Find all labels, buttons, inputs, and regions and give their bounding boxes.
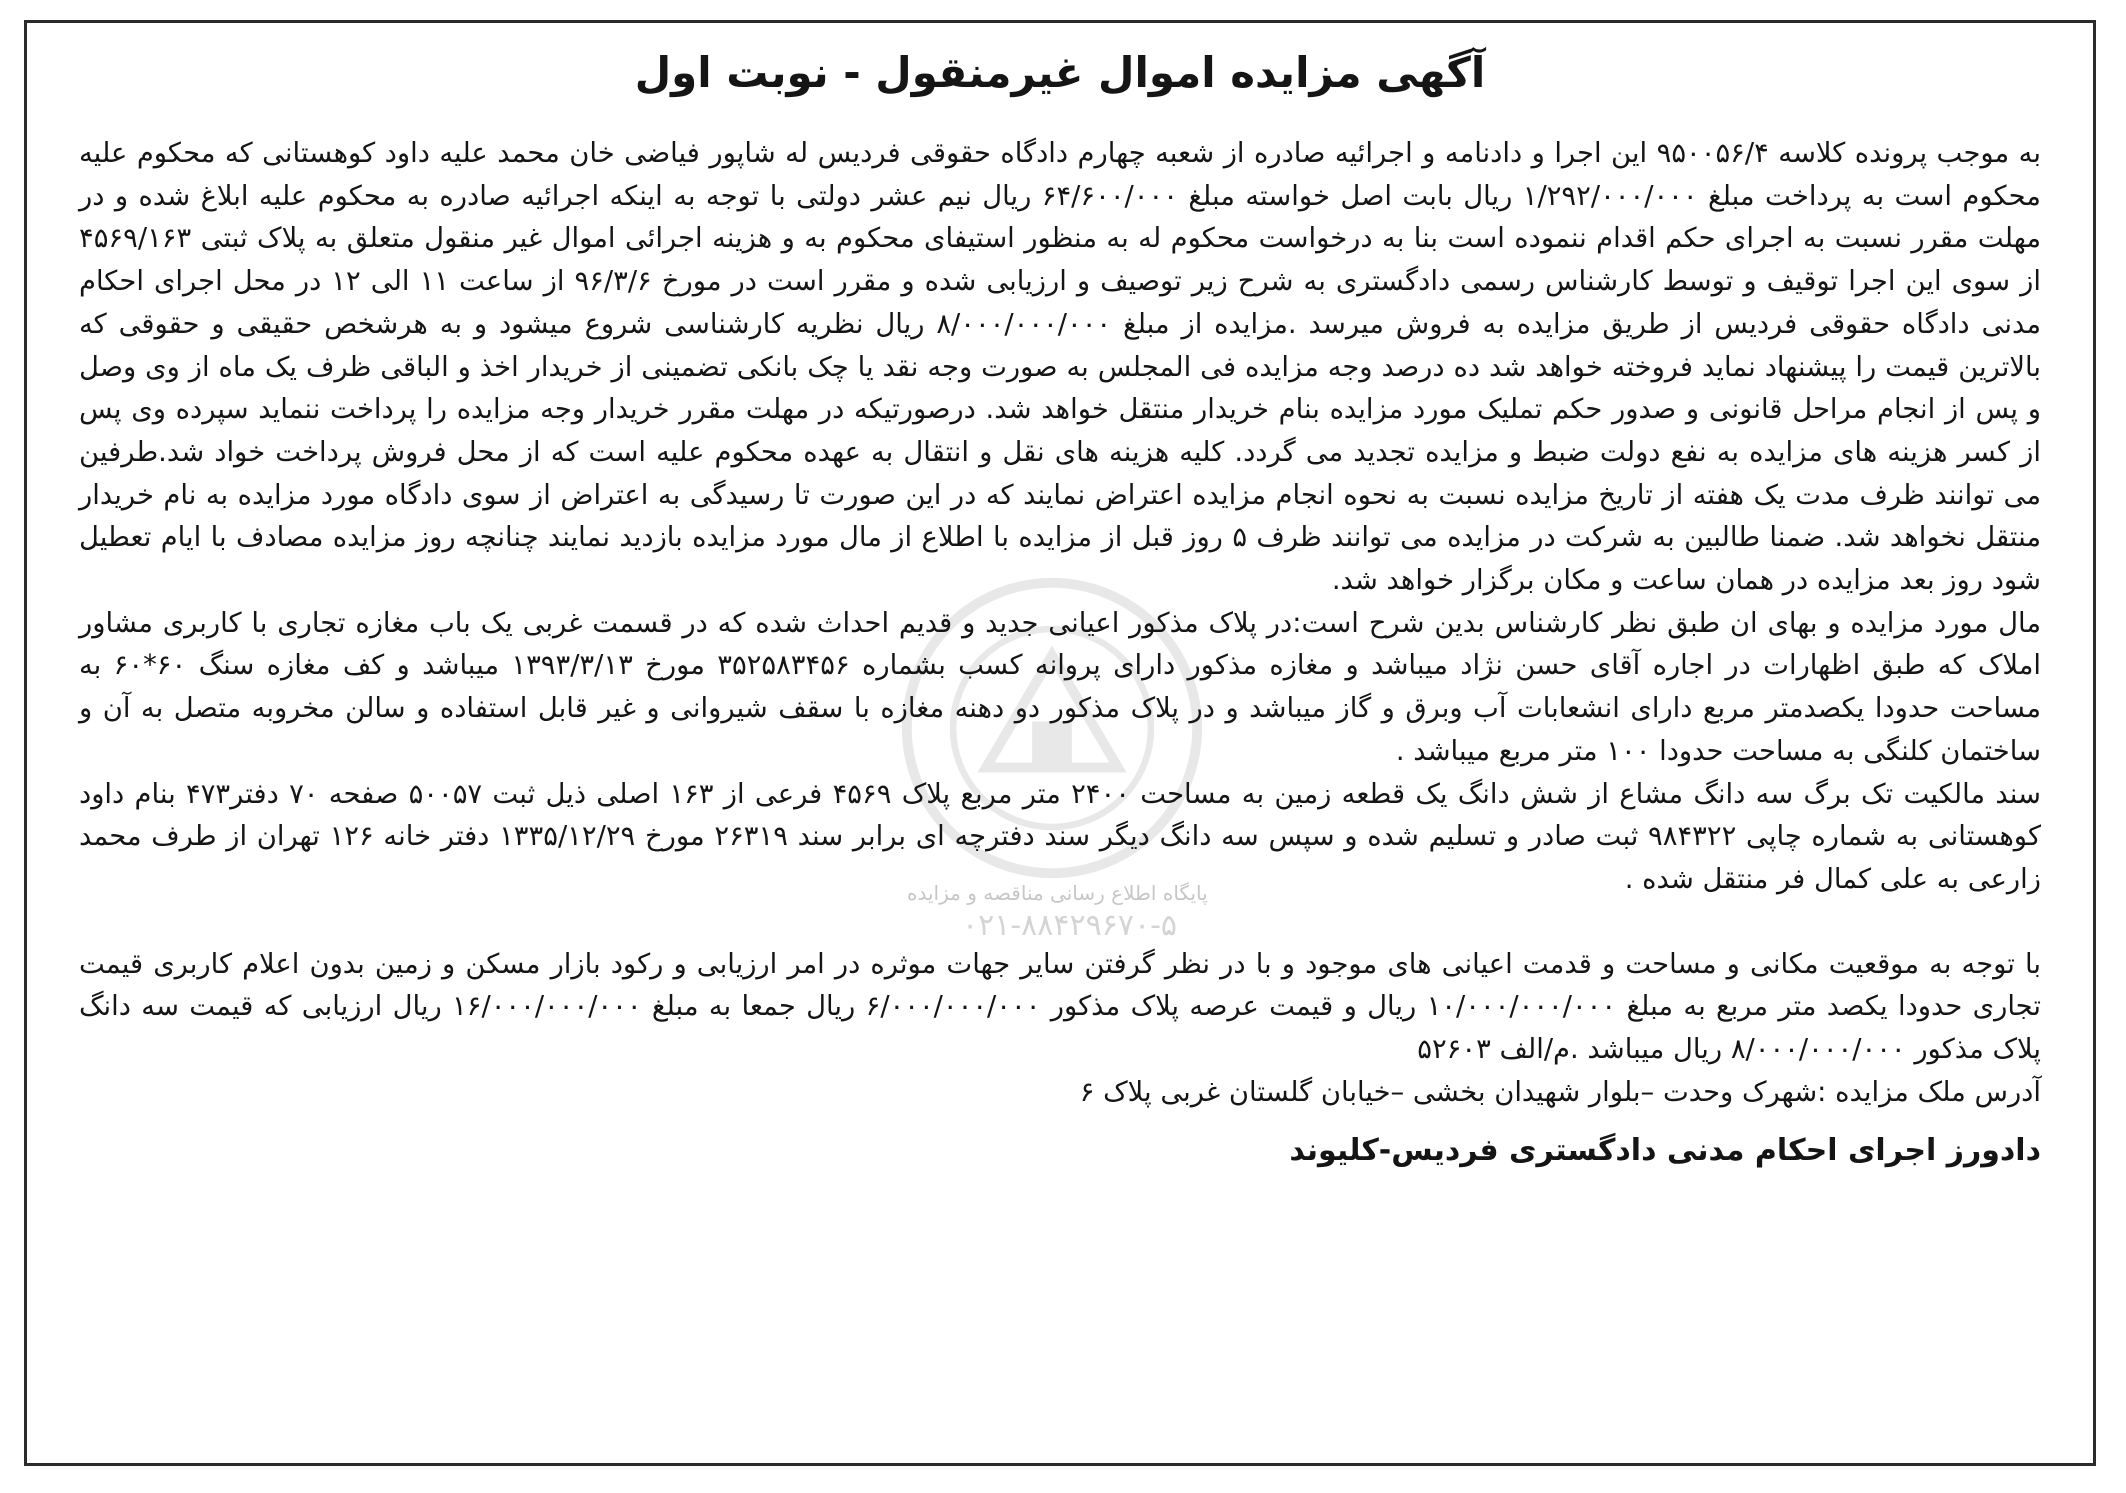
watermark-phone: ۰۲۱-۸۸۴۲۹۶۷۰-۵ xyxy=(962,908,1178,943)
paragraph-gap xyxy=(79,902,2041,944)
paragraph-valuation: با توجه به موقعیت مکانی و مساحت و قدمت اعیانی های موجود و با در نظر گرفتن سایر جهات موثره در امر ارزیابی و رکود بازار مسکن و زمین بدون اعلام کاربری قیمت تجاری حدودا یکصد متر مربع به مبلغ ۱۰/۰۰۰/۰۰۰/۰۰۰ ریال و قیمت عرصه پلاک مذکور ۶/۰۰۰/۰۰۰/۰۰۰ ریال جمعا به مبلغ ۱۶/۰۰۰/۰۰۰/۰۰۰ ریال ارزیابی که قیمت سه دانگ پلاک مذکور ۸/۰۰۰/۰۰۰/۰۰۰ ریال میباشد .م/الف ۵۲۶۰۳ xyxy=(79,948,2041,1066)
watermark-caption: پایگاه اطلاع رسانی مناقصه و مزایده xyxy=(907,881,1208,905)
signature: دادورز اجرای احکام مدنی دادگستری فردیس-کلیوند xyxy=(1289,1133,2041,1169)
paragraph-address: آدرس ملک مزایده :شهرک وحدت –بلوار شهیدان بخشی –خیابان گلستان غربی پلاک ۶ xyxy=(1079,1076,2041,1108)
paragraph-deed-details: سند مالکیت تک برگ سه دانگ مشاع از شش دانگ یک قطعه زمین به مساحت ۲۴۰۰ متر مربع پلاک ۴۵۶۹ فرعی از ۱۶۳ اصلی ذیل ثبت ۵۰۰۵۷ صفحه ۷۰ دفتر۴۷۳ بنام داود کوهستانی به شماره چاپی ۹۸۴۳۲۲ ثبت صادر و تسلیم شده و سپس سه دانگ دیگر سند دفترچه ای برابر سند ۲۶۳۱۹ مورخ ۱۳۳۵/۱۲/۲۹ دفتر خانه ۱۲۶ تهران از طرف محمد زارعی به علی کمال فر منتقل شده . xyxy=(79,778,2041,895)
notice-title: آگهی مزایده اموال غیرمنقول - نوبت اول xyxy=(634,48,1486,97)
notice-frame xyxy=(24,20,2096,1466)
notice-body xyxy=(79,23,2041,1174)
paragraph-case-details: به موجب پرونده کلاسه ۹۵۰۰۵۶/۴ این اجرا و دادنامه و اجرائیه صادره از شعبه چهارم دادگاه حقوقی فردیس له شاپور فیاضی خان محمد علیه داود کوهستانی که محکوم علیه محکوم است به پرداخت مبلغ ۱/۲۹۲/۰۰۰/۰۰۰ ریال بابت اصل خواسته مبلغ ۶۴/۶۰۰/۰۰۰ ریال نیم عشر دولتی با توجه به اینکه اجرائیه صادره به محکوم علیه ابلاغ شده و در مهلت مقرر نسبت به اجرای حکم اقدام ننموده است بنا به درخواست محکوم له به منظور استیفای محکوم به و هزینه اجرائی اموال غیر منقول متعلق به پلاک ثبتی ۴۵۶۹/۱۶۳ از سوی این اجرا توقیف و توسط کارشناس رسمی دادگستری به شرح زیر توصیف و ارزیابی شده و مقرر است در مورخ ۹۶/۳/۶ از ساعت ۱۱ الی ۱۲ در محل اجرای احکام مدنی دادگاه حقوقی فردیس از طریق مزایده به فروش میرسد .مزایده از مبلغ ۸/۰۰۰/۰۰۰/۰۰۰ ریال نظریه کارشناسی شروع میشود و به هرشخص حقیقی و حقوقی که بالاترین قیمت را پیشنهاد نماید فروخته خواهد شد ده درصد وجه مزایده فی المجلس به صورت وجه نقد یا چک بانکی تضمینی از خریدار اخذ و الباقی ظرف یک ماه از وی وصل و پس از انجام مراحل قانونی و صدور حکم تملیک مورد مزایده بنام خریدار منتقل خواهد شد. درصورتیکه در مهلت مقرر خریدار وجه مزایده را پرداخت ننماید سپرده وی پس از کسر هزینه های مزایده به نفع دولت ضبط و مزایده تجدید می گردد. کلیه هزینه های نقل و انتقال به عهده محکوم علیه است که از محل فروش پرداخت خواد شد.طرفین می توانند ظرف مدت یک هفته از تاریخ مزایده نسبت به نحوه انجام مزایده اعتراض نمایند که در این صورت تا رسیدگی به اعتراض از سوی دادگاه مورد مزایده به نام خریدار منتقل نخواهد شد. ضمنا طالبین به شرکت در مزایده می توانند ظرف ۵ روز قبل از مزایده با اطلاع از مال مورد مزایده بازدید نمایند چنانچه روز مزایده مصادف با ایام تعطیل شود روز بعد مزایده در همان ساعت و مکان برگزار خواهد شد. xyxy=(79,138,2042,597)
paragraph-property-description: مال مورد مزایده و بهای ان طبق نظر کارشناس بدین شرح است:در پلاک مذکور اعیانی جدید و قدیم احداث شده که در قسمت غربی یک باب مغازه تجاری با کاربری مشاور املاک که طبق اظهارات در اجاره آقای حسن نژاد میباشد و مغازه مذکور دارای پروانه کسب بشماره ۳۵۲۵۸۳۴۵۶ مورخ ۱۳۹۳/۳/۱۳ میباشد و کف مغازه سنگ ۶۰*۶۰ به مساحت حدودا یکصدمتر مربع دارای انشعابات آب وبرق و گاز میباشد و در پلاک مذکور دو دهنه مغازه با سقف شیروانی و غیر قابل استفاده و سالن مخروبه متصل به آن و ساختمان کلنگی به مساحت حدودا ۱۰۰ متر مربع میباشد . xyxy=(79,607,2041,767)
